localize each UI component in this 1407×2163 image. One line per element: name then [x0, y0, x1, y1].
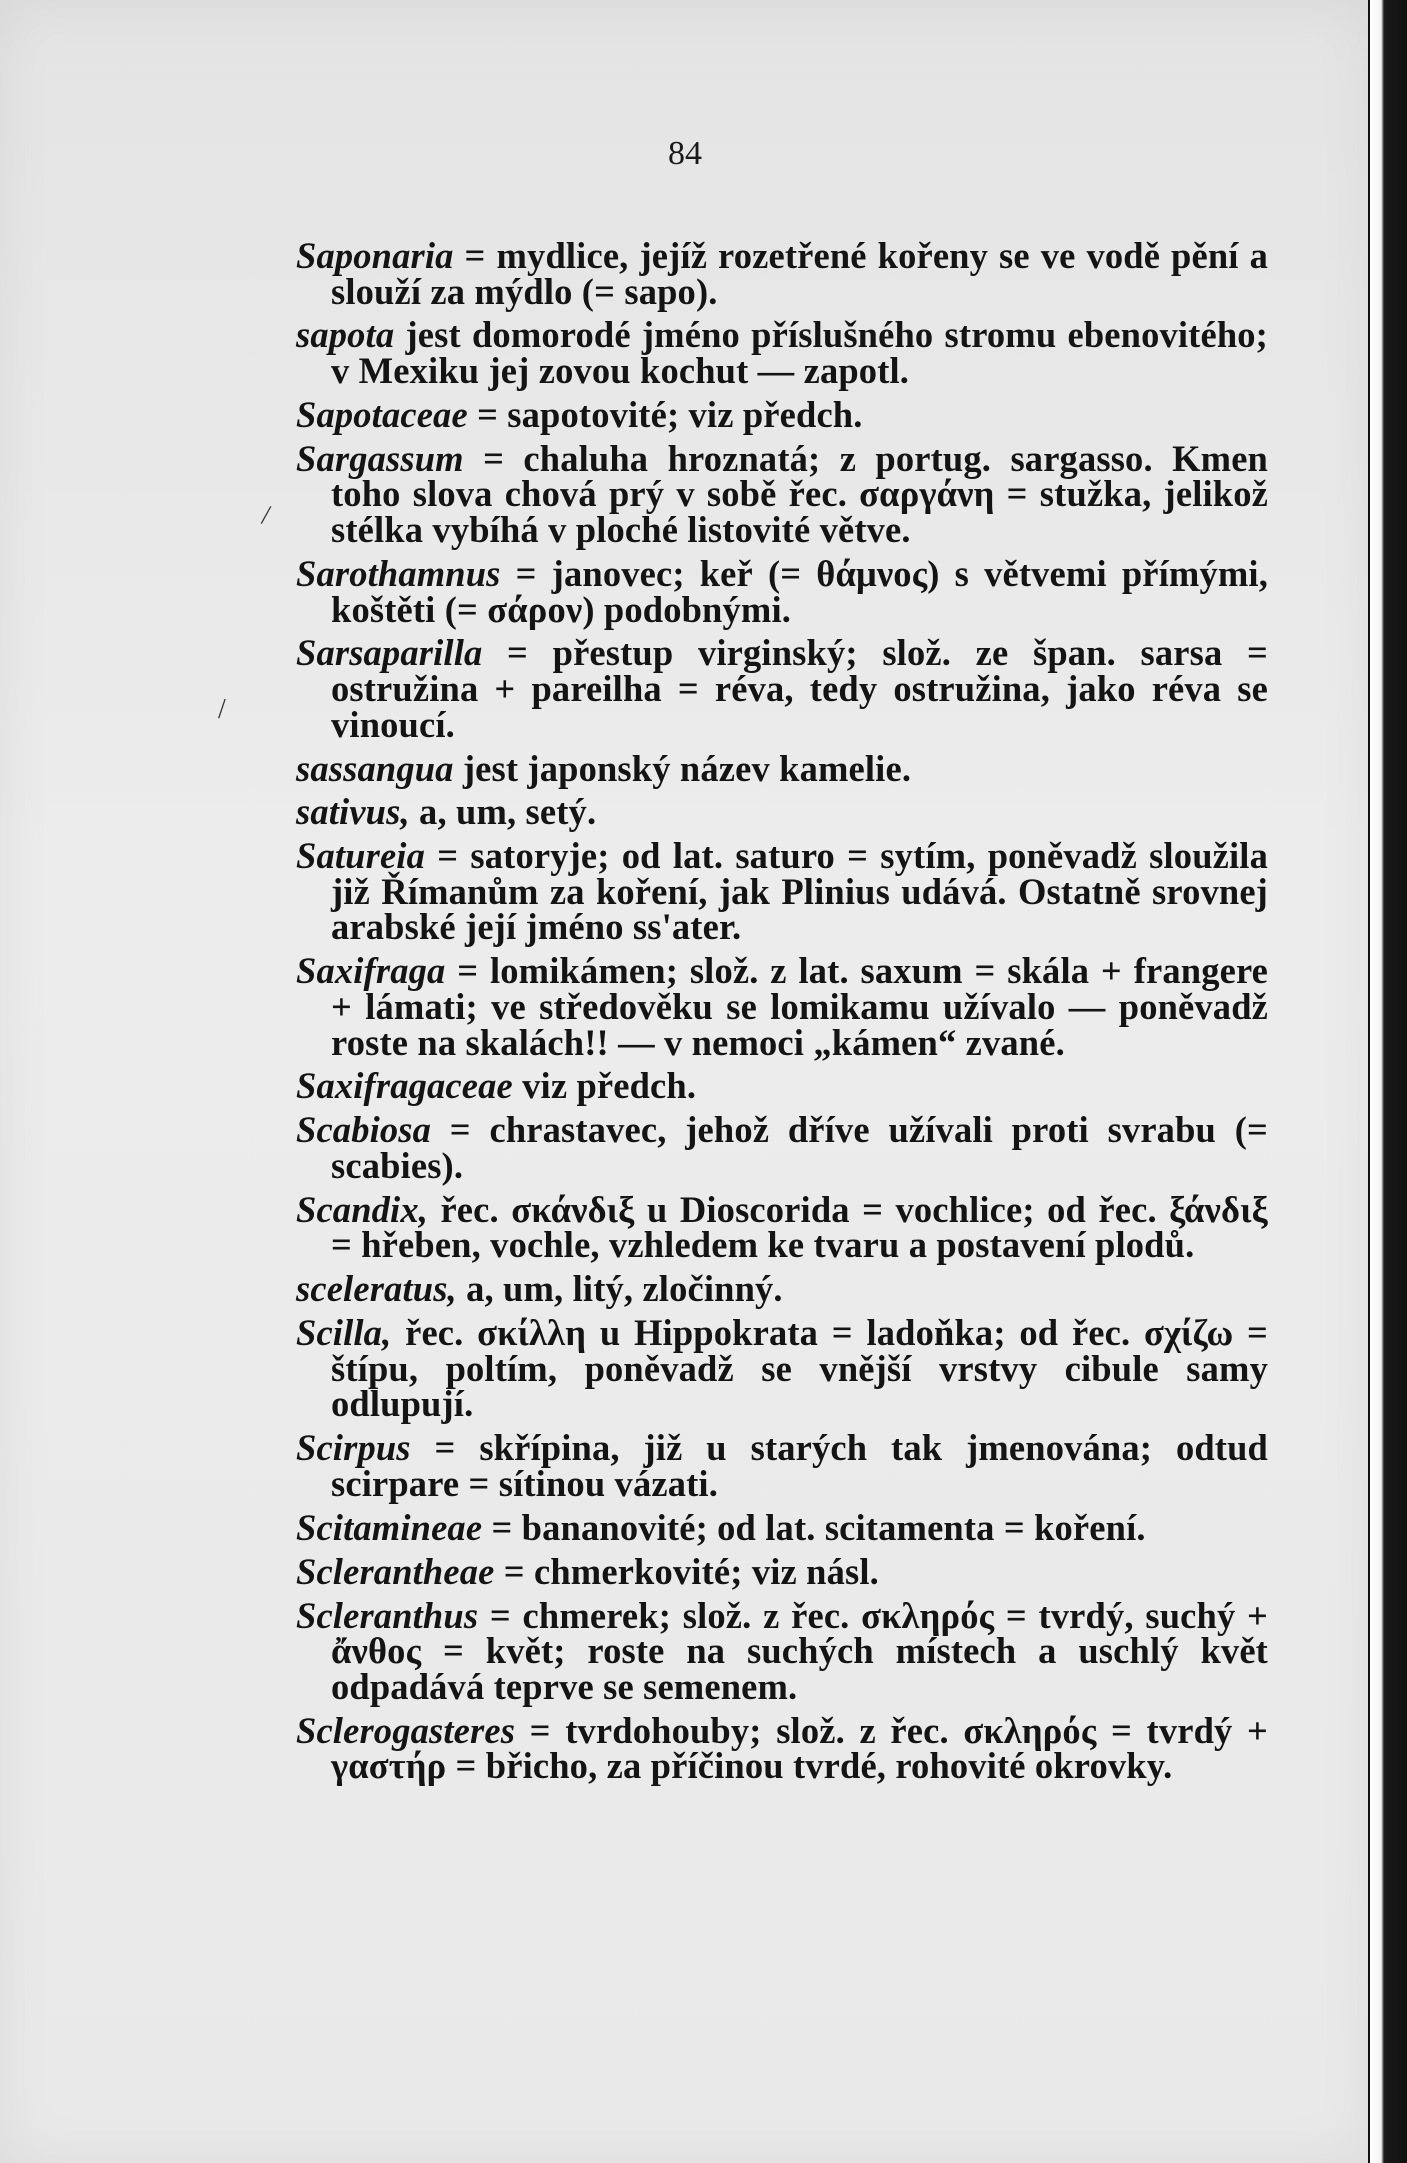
- entry-definition: jest domorodé jméno příslušného stromu ebenovitého; v Mexiku jej zovou kochut — zapotl.: [331, 314, 1268, 392]
- entry: [296, 1427, 1268, 1504]
- entry-definition: a, um, setý.: [409, 791, 597, 833]
- dictionary-entries: [296, 235, 1268, 1792]
- entry-term: Scandix,: [296, 1188, 429, 1230]
- entry: [296, 791, 1268, 833]
- entry-definition: = mydlice, jejíž rozetřené kořeny se ve vodě pění a slouží za mýdlo (= sapo).: [331, 235, 1268, 312]
- entry-definition: = sapotovité; viz předch.: [467, 393, 863, 435]
- entry: [296, 1709, 1268, 1787]
- entry: [296, 393, 1268, 435]
- entry-term: sapota: [296, 314, 395, 356]
- entry-term: sceleratus,: [296, 1268, 457, 1310]
- entry-definition: = chaluha hroznatá; z portug. sargasso. Kmen toho slova chová prý v sobě řec. σαργάνη = stužka, jelikož stélka vybíhá v ploché listovité větve.: [331, 437, 1268, 551]
- margin-mark: /: [259, 499, 273, 532]
- entry: [296, 1506, 1268, 1548]
- entry: [296, 1550, 1268, 1592]
- entry-term: sativus,: [296, 791, 410, 833]
- entry-definition: viz předch.: [512, 1065, 697, 1107]
- entry-term: Satureia: [296, 835, 425, 877]
- entry: [296, 437, 1268, 551]
- entry: [296, 1312, 1268, 1425]
- margin-mark: /: [218, 694, 226, 725]
- entry: [296, 1188, 1268, 1266]
- entry-definition: = chrastavec, jehož dříve užívali proti svrabu (= scabies).: [331, 1109, 1268, 1186]
- entry-definition: = přestup virginský; slož. ze špan. sarsa = ostružina + pareilha = réva, tedy ostružina, jako réva se vinoucí.: [331, 632, 1268, 745]
- entry-term: Sarsaparilla: [296, 632, 483, 674]
- entry-definition: = skřípina, již u starých tak jmenována; odtud scirpare = sítinou vázati.: [331, 1427, 1268, 1504]
- entry-term: Saponaria: [296, 235, 454, 276]
- entry: [296, 552, 1268, 630]
- entry-term: Sarothamnus: [296, 552, 501, 594]
- entry: [296, 314, 1268, 392]
- entry: [296, 835, 1268, 948]
- entry-term: Scitamineae: [296, 1506, 483, 1548]
- entry: [296, 1065, 1268, 1107]
- entry-term: Scleranthus: [296, 1594, 479, 1636]
- entry-definition: = lomikámen; slož. z lat. saxum = skála + frangere + lámati; ve středověku se lomikamu užívalo — poněvadž roste na skalách!! — v nemoci „kámen“ zvané.: [331, 950, 1268, 1063]
- entry-term: Saxifraga: [296, 950, 446, 992]
- entry-term: Scirpus: [296, 1427, 411, 1469]
- entry: [296, 1594, 1268, 1707]
- entry-term: Scabiosa: [296, 1109, 432, 1151]
- entry-term: Sapotaceae: [296, 393, 468, 435]
- entry-definition: = bananovité; od lat. scitamenta = koření.: [482, 1506, 1146, 1548]
- entry-definition: řec. σκίλλη u Hippokrata = ladoňka; od řec. σχίζω = štípu, poltím, poněvadž se vnější vrstvy cibule samy odlupují.: [331, 1312, 1268, 1425]
- scan-border: [1370, 0, 1407, 2163]
- entry: [296, 1109, 1268, 1186]
- entry-term: Sclerogasteres: [296, 1709, 516, 1751]
- entry-definition: = chmerek; slož. z řec. σκληρός = tvrdý, suchý + ἄνθος = květ; roste na suchých místech a uschlý květ odpadává teprve se semenem.: [331, 1594, 1268, 1707]
- page-number: 84: [668, 135, 702, 172]
- entry-term: sassangua: [296, 747, 454, 789]
- entry-definition: = janovec; keř (= θάμνος) s větvemi přímými, koštěti (= σάρον) podobnými.: [331, 552, 1268, 630]
- entry-term: Scleranthеae: [296, 1550, 495, 1592]
- entry: [296, 632, 1268, 745]
- entry-definition: = chmerkovité; viz násl.: [494, 1550, 879, 1592]
- entry-definition: a, um, litý, zločinný.: [456, 1268, 783, 1310]
- entry-term: Sargassum: [296, 437, 464, 479]
- entry-definition: = tvrdohouby; slož. z řec. σκληρός = tvrdý + γαστήρ = břicho, za příčinou tvrdé, rohovité okrovky.: [331, 1709, 1268, 1787]
- entry-definition: jest japonský název kamelie.: [453, 747, 912, 789]
- entry-term: Saxifragaceae: [296, 1065, 513, 1107]
- entry-definition: řec. σκάνδιξ u Dioscorida = vochlice; od řec. ξάνδιξ = hřeben, vochle, vzhledem ke tvaru a postavení plodů.: [331, 1188, 1268, 1266]
- entry-definition: = satoryje; od lat. saturo = sytím, poněvadž sloužila již Římanům za koření, jak Plinius udává. Ostatně srovnej arabské její jméno ss'ater.: [331, 835, 1268, 948]
- entry: [296, 1268, 1268, 1310]
- entry-term: Scilla,: [296, 1312, 392, 1354]
- entry: [296, 950, 1268, 1063]
- entry: [296, 747, 1268, 789]
- entry: [296, 235, 1268, 312]
